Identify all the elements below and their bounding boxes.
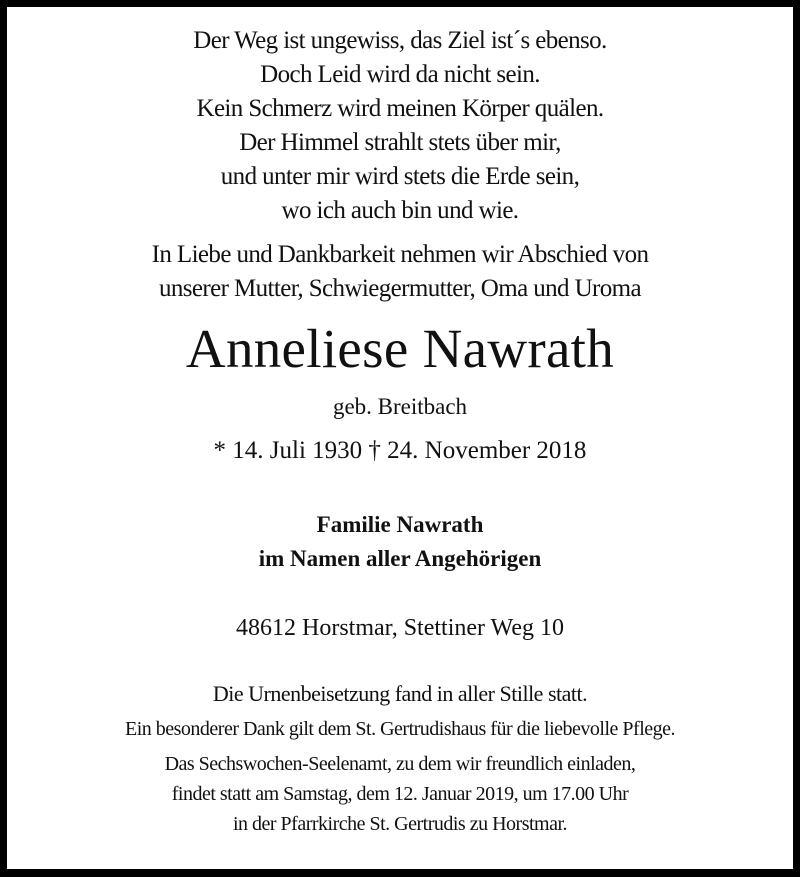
obituary-notice	[7, 7, 793, 869]
deceased-name: Anneliese Nawrath	[185, 318, 615, 379]
poem-line: Kein Schmerz wird meinen Körper quälen.	[196, 95, 604, 122]
poem-line: Doch Leid wird da nicht sein.	[260, 61, 540, 88]
poem-line: Der Weg ist ungewiss, das Ziel ist´s ebenso.	[193, 27, 607, 54]
signature-line: im Namen aller Angehörigen	[258, 546, 542, 571]
mass-notice-line: findet statt am Samstag, dem 12. Januar 2019, um 17.00 Uhr	[171, 783, 629, 805]
signature-line: Familie Nawrath	[316, 512, 484, 537]
life-dates: * 14. Juli 1930 † 24. November 2018	[213, 437, 587, 464]
burial-notice: Die Urnenbeisetzung fand in aller Stille statt.	[212, 681, 588, 706]
poem-line: wo ich auch bin und wie.	[281, 197, 519, 224]
maiden-name: geb. Breitbach	[332, 394, 468, 419]
family-address: 48612 Horstmar, Stettiner Weg 10	[236, 615, 564, 641]
intro-line: unserer Mutter, Schwiegermutter, Oma und Uroma	[158, 275, 642, 302]
intro-line: In Liebe und Dankbarkeit nehmen wir Abschied von	[151, 241, 649, 268]
poem-line: Der Himmel strahlt stets über mir,	[239, 129, 561, 156]
mass-notice-line: Das Sechswochen-Seelenamt, zu dem wir freundlich einladen,	[164, 753, 636, 775]
thanks-notice: Ein besonderer Dank gilt dem St. Gertrudishaus für die liebevolle Pflege.	[124, 718, 675, 740]
poem-line: und unter mir wird stets die Erde sein,	[220, 163, 580, 190]
mass-notice-line: in der Pfarrkirche St. Gertrudis zu Horstmar.	[232, 813, 568, 835]
